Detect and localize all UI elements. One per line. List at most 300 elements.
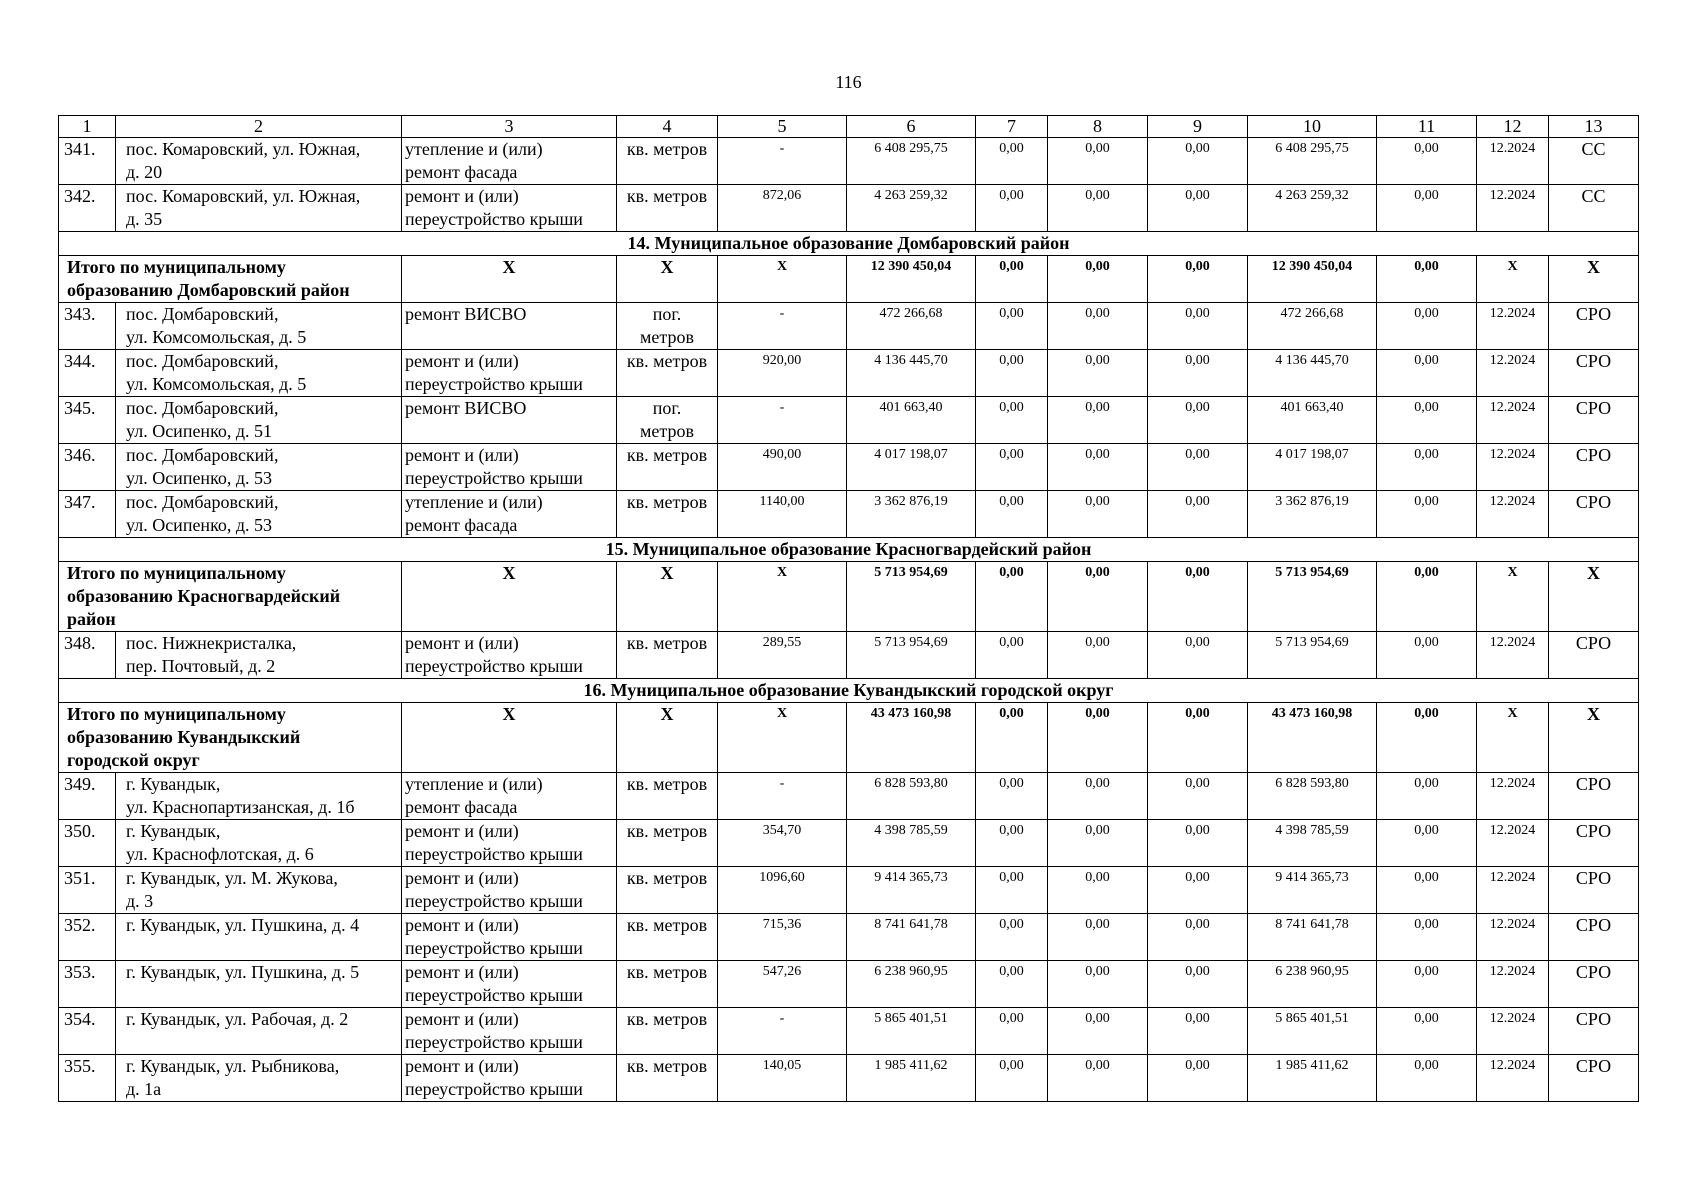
- row-index-cell: 352.: [59, 914, 116, 961]
- cost-col8-cell: 0,00: [1048, 256, 1148, 303]
- work-type-cell: [402, 773, 617, 820]
- cost-col9-cell: 0,00: [1148, 256, 1248, 303]
- cost-col11-cell: 0,00: [1377, 256, 1477, 303]
- work-type-cell: [402, 491, 617, 538]
- unit-cell-line: кв. метров: [626, 821, 708, 841]
- work-type-cell: [402, 1055, 617, 1102]
- cost-col7-cell: 0,00: [976, 773, 1048, 820]
- work-type-cell-line: ремонт фасада: [405, 515, 518, 535]
- unit-cell-line: кв. метров: [626, 139, 708, 159]
- cost-col9-cell: 0,00: [1148, 867, 1248, 914]
- work-type-cell: [402, 1008, 617, 1055]
- work-type-cell-line: переустройство крыши: [405, 938, 583, 958]
- method-cell: СРО: [1549, 867, 1639, 914]
- unit-cell: Х: [617, 562, 718, 632]
- cost-col7-cell: 0,00: [976, 703, 1048, 773]
- unit-cell: [617, 397, 718, 444]
- cost-col11-cell: 0,00: [1377, 1055, 1477, 1102]
- work-type-cell-line: переустройство крыши: [405, 374, 583, 394]
- unit-cell: [617, 138, 718, 185]
- method-cell: Х: [1549, 256, 1639, 303]
- completion-date-cell: 12.2024: [1477, 185, 1549, 232]
- unit-cell-line: кв. метров: [626, 445, 708, 465]
- work-type-cell-line: переустройство крыши: [405, 1079, 583, 1099]
- row-index-cell: 349.: [59, 773, 116, 820]
- method-cell: СС: [1549, 185, 1639, 232]
- cost-col8-cell: 0,00: [1048, 562, 1148, 632]
- area-cell: 715,36: [718, 914, 847, 961]
- cost-col9-cell: 0,00: [1148, 1055, 1248, 1102]
- method-cell: СРО: [1549, 303, 1639, 350]
- cost-col7-cell: 0,00: [976, 914, 1048, 961]
- address-cell-line: ул. Осипенко, д. 53: [126, 468, 273, 488]
- cost-col10-cell: 6 408 295,75: [1248, 138, 1377, 185]
- unit-cell-line: кв. метров: [626, 774, 708, 794]
- subtotal-label-line: Итого по муниципальному: [67, 563, 286, 583]
- cost-col10-cell: 5 713 954,69: [1248, 562, 1377, 632]
- cost-col10-cell: 9 414 365,73: [1248, 867, 1377, 914]
- subtotal-label-line: городской округ: [67, 750, 200, 770]
- row-index-cell: 341.: [59, 138, 116, 185]
- cost-col7-cell: 0,00: [976, 491, 1048, 538]
- column-header: 5: [718, 116, 847, 138]
- method-cell: СРО: [1549, 444, 1639, 491]
- completion-date-cell: 12.2024: [1477, 397, 1549, 444]
- table-row: [59, 867, 1639, 914]
- work-type-cell-line: ремонт ВИСВО: [405, 398, 527, 418]
- subtotal-row: [59, 562, 1639, 632]
- total-cost-cell: 6 238 960,95: [847, 961, 976, 1008]
- address-cell-line: пос. Комаровский, ул. Южная,: [126, 186, 361, 206]
- address-cell-line: г. Кувандык,: [126, 774, 221, 794]
- total-cost-cell: 43 473 160,98: [847, 703, 976, 773]
- total-cost-cell: 1 985 411,62: [847, 1055, 976, 1102]
- cost-col11-cell: 0,00: [1377, 185, 1477, 232]
- address-cell: [116, 961, 402, 1008]
- unit-cell-line: кв. метров: [626, 351, 708, 371]
- cost-col11-cell: 0,00: [1377, 491, 1477, 538]
- work-type-cell: [402, 961, 617, 1008]
- area-cell: 289,55: [718, 632, 847, 679]
- cost-col10-cell: 4 136 445,70: [1248, 350, 1377, 397]
- completion-date-cell: 12.2024: [1477, 1055, 1549, 1102]
- column-header: 11: [1377, 116, 1477, 138]
- address-cell-line: г. Кувандык, ул. Пушкина, д. 4: [126, 915, 360, 935]
- cost-col11-cell: 0,00: [1377, 867, 1477, 914]
- method-cell: СРО: [1549, 632, 1639, 679]
- unit-cell-line: кв. метров: [626, 1056, 708, 1076]
- unit-cell: [617, 773, 718, 820]
- address-cell-line: д. 35: [126, 209, 163, 229]
- table-row: [59, 1008, 1639, 1055]
- cost-col8-cell: 0,00: [1048, 1008, 1148, 1055]
- address-cell: [116, 773, 402, 820]
- address-cell-line: пос. Домбаровский,: [126, 351, 279, 371]
- cost-col10-cell: 12 390 450,04: [1248, 256, 1377, 303]
- cost-col9-cell: 0,00: [1148, 961, 1248, 1008]
- subtotal-label: [59, 562, 402, 632]
- column-header: 7: [976, 116, 1048, 138]
- row-index-cell: 347.: [59, 491, 116, 538]
- row-index-cell: 344.: [59, 350, 116, 397]
- work-type-cell: [402, 444, 617, 491]
- total-cost-cell: 6 408 295,75: [847, 138, 976, 185]
- area-cell: 872,06: [718, 185, 847, 232]
- cost-col8-cell: 0,00: [1048, 444, 1148, 491]
- table-row: [59, 1055, 1639, 1102]
- cost-col7-cell: 0,00: [976, 820, 1048, 867]
- cost-col11-cell: 0,00: [1377, 961, 1477, 1008]
- cost-col8-cell: 0,00: [1048, 961, 1148, 1008]
- address-cell-line: пос. Домбаровский,: [126, 304, 279, 324]
- table-row: [59, 138, 1639, 185]
- column-header: 10: [1248, 116, 1377, 138]
- cost-col9-cell: 0,00: [1148, 703, 1248, 773]
- unit-cell-line: кв. метров: [626, 915, 708, 935]
- cost-col8-cell: 0,00: [1048, 185, 1148, 232]
- page-number: 116: [835, 72, 862, 92]
- cost-col11-cell: 0,00: [1377, 820, 1477, 867]
- row-index-cell: 353.: [59, 961, 116, 1008]
- subtotal-label-line: Итого по муниципальному: [67, 257, 286, 277]
- work-type-cell: [402, 820, 617, 867]
- cost-col10-cell: 6 828 593,80: [1248, 773, 1377, 820]
- cost-col7-cell: 0,00: [976, 350, 1048, 397]
- area-cell: 490,00: [718, 444, 847, 491]
- unit-cell: [617, 961, 718, 1008]
- method-cell: СРО: [1549, 397, 1639, 444]
- unit-cell: [617, 185, 718, 232]
- cost-col9-cell: 0,00: [1148, 444, 1248, 491]
- work-type-cell-line: переустройство крыши: [405, 209, 583, 229]
- work-type-cell: Х: [402, 256, 617, 303]
- cost-col11-cell: 0,00: [1377, 303, 1477, 350]
- cost-col11-cell: 0,00: [1377, 444, 1477, 491]
- row-index-cell: 348.: [59, 632, 116, 679]
- work-type-cell-line: ремонт фасада: [405, 162, 518, 182]
- method-cell: СС: [1549, 138, 1639, 185]
- address-cell-line: ул. Осипенко, д. 51: [126, 421, 273, 441]
- address-cell-line: пос. Домбаровский,: [126, 445, 279, 465]
- work-type-cell-line: ремонт и (или): [405, 351, 519, 371]
- cost-col10-cell: 6 238 960,95: [1248, 961, 1377, 1008]
- method-cell: СРО: [1549, 1055, 1639, 1102]
- cost-col7-cell: 0,00: [976, 867, 1048, 914]
- total-cost-cell: 401 663,40: [847, 397, 976, 444]
- address-cell: [116, 491, 402, 538]
- cost-col11-cell: 0,00: [1377, 138, 1477, 185]
- table-body: [59, 116, 1639, 1102]
- cost-col8-cell: 0,00: [1048, 632, 1148, 679]
- cost-col8-cell: 0,00: [1048, 397, 1148, 444]
- work-type-cell-line: переустройство крыши: [405, 1032, 583, 1052]
- cost-col11-cell: 0,00: [1377, 773, 1477, 820]
- cost-col8-cell: 0,00: [1048, 138, 1148, 185]
- subtotal-label-line: район: [67, 609, 116, 629]
- area-cell: 920,00: [718, 350, 847, 397]
- cost-col8-cell: 0,00: [1048, 820, 1148, 867]
- address-cell: [116, 397, 402, 444]
- work-type-cell: [402, 867, 617, 914]
- cost-col9-cell: 0,00: [1148, 820, 1248, 867]
- address-cell-line: ул. Краснофлотская, д. 6: [126, 844, 314, 864]
- cost-col9-cell: 0,00: [1148, 773, 1248, 820]
- method-cell: СРО: [1549, 914, 1639, 961]
- table-row: [59, 185, 1639, 232]
- area-cell: Х: [718, 562, 847, 632]
- unit-cell: [617, 632, 718, 679]
- cost-col10-cell: 3 362 876,19: [1248, 491, 1377, 538]
- cost-col8-cell: 0,00: [1048, 303, 1148, 350]
- work-type-cell-line: утепление и (или): [405, 492, 543, 512]
- cost-col11-cell: 0,00: [1377, 562, 1477, 632]
- address-cell: [116, 1055, 402, 1102]
- work-type-cell-line: ремонт и (или): [405, 445, 519, 465]
- work-type-cell-line: переустройство крыши: [405, 656, 583, 676]
- cost-col7-cell: 0,00: [976, 1055, 1048, 1102]
- area-cell: 354,70: [718, 820, 847, 867]
- cost-col10-cell: 4 398 785,59: [1248, 820, 1377, 867]
- work-type-cell-line: ремонт и (или): [405, 821, 519, 841]
- subtotal-label-line: образованию Кувандыкский: [67, 727, 301, 747]
- cost-col10-cell: 401 663,40: [1248, 397, 1377, 444]
- total-cost-cell: 4 398 785,59: [847, 820, 976, 867]
- total-cost-cell: 5 713 954,69: [847, 632, 976, 679]
- total-cost-cell: 5 713 954,69: [847, 562, 976, 632]
- table-row: [59, 820, 1639, 867]
- work-type-cell: [402, 914, 617, 961]
- work-type-cell: Х: [402, 703, 617, 773]
- address-cell-line: пос. Домбаровский,: [126, 492, 279, 512]
- completion-date-cell: Х: [1477, 256, 1549, 303]
- completion-date-cell: 12.2024: [1477, 867, 1549, 914]
- subtotal-row: [59, 703, 1639, 773]
- table-row: [59, 397, 1639, 444]
- address-cell: [116, 914, 402, 961]
- cost-col9-cell: 0,00: [1148, 350, 1248, 397]
- address-cell-line: ул. Осипенко, д. 53: [126, 515, 273, 535]
- address-cell: [116, 632, 402, 679]
- address-cell-line: д. 20: [126, 162, 163, 182]
- work-type-cell-line: утепление и (или): [405, 139, 543, 159]
- unit-cell-line: кв. метров: [626, 1009, 708, 1029]
- subtotal-label: [59, 703, 402, 773]
- address-cell-line: ул. Комсомольская, д. 5: [126, 327, 307, 347]
- unit-cell: [617, 1008, 718, 1055]
- column-header: 4: [617, 116, 718, 138]
- work-type-cell: Х: [402, 562, 617, 632]
- completion-date-cell: 12.2024: [1477, 961, 1549, 1008]
- cost-col10-cell: 1 985 411,62: [1248, 1055, 1377, 1102]
- cost-col11-cell: 0,00: [1377, 703, 1477, 773]
- total-cost-cell: 3 362 876,19: [847, 491, 976, 538]
- address-cell-line: пос. Комаровский, ул. Южная,: [126, 139, 361, 159]
- area-cell: 1096,60: [718, 867, 847, 914]
- cost-col7-cell: 0,00: [976, 562, 1048, 632]
- subtotal-label-line: образованию Домбаровский район: [67, 280, 350, 300]
- total-cost-cell: 9 414 365,73: [847, 867, 976, 914]
- address-cell: [116, 1008, 402, 1055]
- unit-cell-line: кв. метров: [626, 186, 708, 206]
- table-row: [59, 491, 1639, 538]
- work-type-cell: [402, 185, 617, 232]
- cost-col7-cell: 0,00: [976, 303, 1048, 350]
- completion-date-cell: 12.2024: [1477, 138, 1549, 185]
- method-cell: СРО: [1549, 491, 1639, 538]
- work-type-cell-line: утепление и (или): [405, 774, 543, 794]
- method-cell: СРО: [1549, 961, 1639, 1008]
- total-cost-cell: 5 865 401,51: [847, 1008, 976, 1055]
- work-type-cell: [402, 350, 617, 397]
- total-cost-cell: 4 017 198,07: [847, 444, 976, 491]
- unit-cell-line: пог.: [652, 304, 682, 324]
- cost-col11-cell: 0,00: [1377, 1008, 1477, 1055]
- cost-col7-cell: 0,00: [976, 397, 1048, 444]
- total-cost-cell: 8 741 641,78: [847, 914, 976, 961]
- cost-col8-cell: 0,00: [1048, 491, 1148, 538]
- cost-col10-cell: 43 473 160,98: [1248, 703, 1377, 773]
- column-header: 3: [402, 116, 617, 138]
- address-cell-line: г. Кувандык, ул. Рабочая, д. 2: [126, 1009, 349, 1029]
- cost-col7-cell: 0,00: [976, 1008, 1048, 1055]
- area-cell: 547,26: [718, 961, 847, 1008]
- subtotal-label: [59, 256, 402, 303]
- cost-col8-cell: 0,00: [1048, 914, 1148, 961]
- cost-col11-cell: 0,00: [1377, 914, 1477, 961]
- work-type-cell: [402, 632, 617, 679]
- row-index-cell: 345.: [59, 397, 116, 444]
- cost-col7-cell: 0,00: [976, 632, 1048, 679]
- cost-col11-cell: 0,00: [1377, 397, 1477, 444]
- cost-col7-cell: 0,00: [976, 256, 1048, 303]
- completion-date-cell: 12.2024: [1477, 444, 1549, 491]
- cost-col9-cell: 0,00: [1148, 491, 1248, 538]
- table-row: [59, 773, 1639, 820]
- completion-date-cell: 12.2024: [1477, 914, 1549, 961]
- unit-cell: [617, 444, 718, 491]
- section-title: 14. Муниципальное образование Домбаровский район: [59, 232, 1639, 256]
- address-cell: [116, 138, 402, 185]
- area-cell: -: [718, 303, 847, 350]
- work-type-cell-line: ремонт ВИСВО: [405, 304, 527, 324]
- address-cell-line: пер. Почтовый, д. 2: [126, 656, 276, 676]
- cost-col9-cell: 0,00: [1148, 632, 1248, 679]
- work-type-cell-line: ремонт и (или): [405, 1009, 519, 1029]
- method-cell: СРО: [1549, 1008, 1639, 1055]
- unit-cell: [617, 303, 718, 350]
- column-header: 12: [1477, 116, 1549, 138]
- cost-col7-cell: 0,00: [976, 185, 1048, 232]
- unit-cell-line: метров: [640, 327, 694, 347]
- cost-col7-cell: 0,00: [976, 444, 1048, 491]
- section-title: 16. Муниципальное образование Кувандыкский городской округ: [59, 679, 1639, 703]
- section-title: 15. Муниципальное образование Красногвардейский район: [59, 538, 1639, 562]
- column-header: 1: [59, 116, 116, 138]
- cost-col10-cell: 4 263 259,32: [1248, 185, 1377, 232]
- area-cell: 1140,00: [718, 491, 847, 538]
- section-header-row: [59, 232, 1639, 256]
- cost-col10-cell: 472 266,68: [1248, 303, 1377, 350]
- total-cost-cell: 6 828 593,80: [847, 773, 976, 820]
- unit-cell: [617, 350, 718, 397]
- table-row: [59, 303, 1639, 350]
- subtotal-label-line: Итого по муниципальному: [67, 704, 286, 724]
- table-row: [59, 350, 1639, 397]
- address-cell-line: д. 1а: [126, 1079, 162, 1099]
- address-cell: [116, 350, 402, 397]
- unit-cell: [617, 867, 718, 914]
- cost-col9-cell: 0,00: [1148, 397, 1248, 444]
- cost-col11-cell: 0,00: [1377, 632, 1477, 679]
- work-type-cell-line: ремонт фасада: [405, 797, 518, 817]
- completion-date-cell: 12.2024: [1477, 303, 1549, 350]
- completion-date-cell: 12.2024: [1477, 350, 1549, 397]
- work-type-cell-line: ремонт и (или): [405, 915, 519, 935]
- area-cell: -: [718, 397, 847, 444]
- cost-col10-cell: 8 741 641,78: [1248, 914, 1377, 961]
- area-cell: Х: [718, 703, 847, 773]
- total-cost-cell: 4 136 445,70: [847, 350, 976, 397]
- row-index-cell: 350.: [59, 820, 116, 867]
- address-cell-line: ул. Комсомольская, д. 5: [126, 374, 307, 394]
- cost-col8-cell: 0,00: [1048, 350, 1148, 397]
- cost-col9-cell: 0,00: [1148, 914, 1248, 961]
- unit-cell-line: пог.: [652, 398, 682, 418]
- address-cell-line: ул. Краснопартизанская, д. 1б: [126, 797, 355, 817]
- unit-cell-line: кв. метров: [626, 633, 708, 653]
- area-cell: -: [718, 773, 847, 820]
- work-type-cell-line: ремонт и (или): [405, 962, 519, 982]
- cost-col9-cell: 0,00: [1148, 303, 1248, 350]
- capital-repair-table: [58, 115, 1639, 1102]
- cost-col9-cell: 0,00: [1148, 185, 1248, 232]
- unit-cell: [617, 820, 718, 867]
- table-row: [59, 444, 1639, 491]
- work-type-cell-line: переустройство крыши: [405, 844, 583, 864]
- completion-date-cell: 12.2024: [1477, 632, 1549, 679]
- address-cell: [116, 867, 402, 914]
- completion-date-cell: 12.2024: [1477, 773, 1549, 820]
- unit-cell-line: кв. метров: [626, 962, 708, 982]
- work-type-cell-line: ремонт и (или): [405, 1056, 519, 1076]
- cost-col8-cell: 0,00: [1048, 773, 1148, 820]
- cost-col9-cell: 0,00: [1148, 562, 1248, 632]
- cost-col9-cell: 0,00: [1148, 138, 1248, 185]
- row-index-cell: 342.: [59, 185, 116, 232]
- work-type-cell: [402, 397, 617, 444]
- work-type-cell-line: ремонт и (или): [405, 186, 519, 206]
- table-row: [59, 914, 1639, 961]
- row-index-cell: 354.: [59, 1008, 116, 1055]
- area-cell: -: [718, 1008, 847, 1055]
- work-type-cell-line: переустройство крыши: [405, 985, 583, 1005]
- cost-col10-cell: 5 865 401,51: [1248, 1008, 1377, 1055]
- area-cell: -: [718, 138, 847, 185]
- section-header-row: [59, 538, 1639, 562]
- address-cell: [116, 185, 402, 232]
- completion-date-cell: Х: [1477, 703, 1549, 773]
- column-header: 9: [1148, 116, 1248, 138]
- row-index-cell: 351.: [59, 867, 116, 914]
- address-cell-line: г. Кувандык,: [126, 821, 221, 841]
- completion-date-cell: 12.2024: [1477, 820, 1549, 867]
- cost-col10-cell: 4 017 198,07: [1248, 444, 1377, 491]
- table-row: [59, 632, 1639, 679]
- cost-col11-cell: 0,00: [1377, 350, 1477, 397]
- work-type-cell: [402, 138, 617, 185]
- unit-cell-line: кв. метров: [626, 868, 708, 888]
- method-cell: Х: [1549, 703, 1639, 773]
